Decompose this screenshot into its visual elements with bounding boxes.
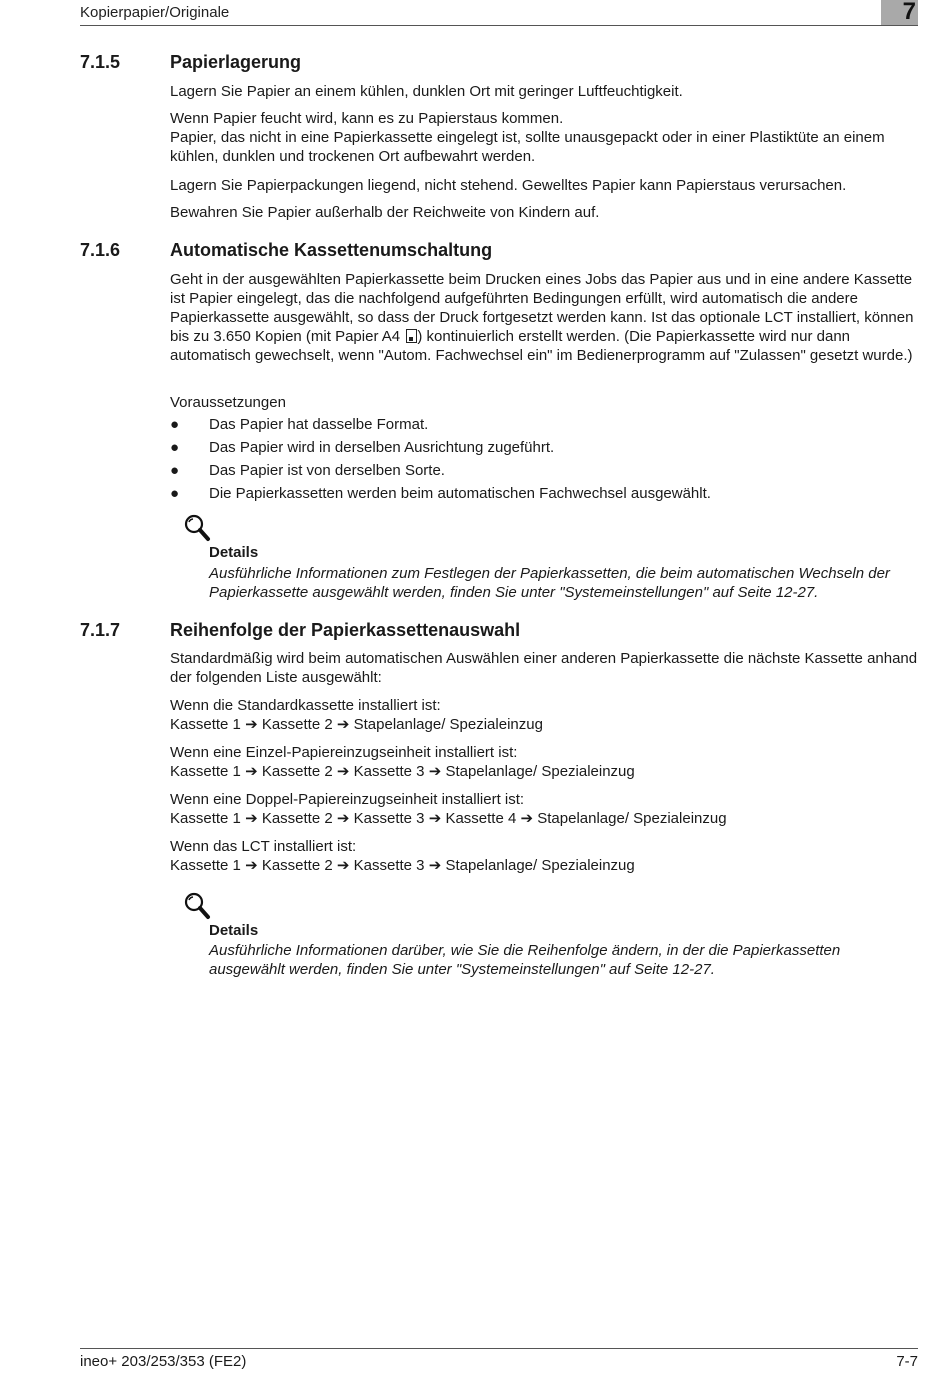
conditions-label xyxy=(170,393,918,412)
details-label: Details xyxy=(209,922,259,939)
arrow-right-icon: ➔ xyxy=(245,762,258,780)
page-number: 7-7 xyxy=(896,1353,918,1370)
arrow-right-icon: ➔ xyxy=(336,809,350,827)
list-item-text: Das Papier hat dasselbe Format. xyxy=(209,416,429,433)
bullet-icon: ● xyxy=(170,462,180,479)
chapter-number: 7 xyxy=(902,0,916,25)
sequence-step: Kassette 2 xyxy=(261,763,333,780)
arrow-right-icon: ➔ xyxy=(245,809,258,827)
sequence-line xyxy=(170,809,918,828)
sequence-step: Kassette 1 xyxy=(170,810,241,827)
sequence-step: Kassette 3 xyxy=(353,810,425,827)
sequence-step: Kassette 2 xyxy=(261,810,333,827)
footer-rule xyxy=(80,1348,918,1349)
sequence-condition: Wenn die Standardkassette installiert ist: xyxy=(170,697,441,714)
arrow-right-icon: ➔ xyxy=(245,856,258,874)
sequence-step: Stapelanlage/ Spezialeinzug xyxy=(445,763,635,780)
arrow-right-icon: ➔ xyxy=(428,762,442,780)
section-number: 7.1.5 xyxy=(80,52,121,72)
sequence-step: Stapelanlage/ Spezialeinzug xyxy=(445,857,635,874)
sequence-group xyxy=(170,837,918,875)
bullet-icon: ● xyxy=(170,416,180,433)
sequence-step: Kassette 1 xyxy=(170,857,241,874)
arrow-right-icon: ➔ xyxy=(336,856,350,874)
bullet-icon: ● xyxy=(170,439,180,456)
sequence-step: Kassette 2 xyxy=(261,857,333,874)
paper-portrait-icon xyxy=(406,329,417,343)
magnifier-icon xyxy=(183,891,211,921)
paragraph-text: Voraussetzungen xyxy=(170,394,286,411)
bullet-icon: ● xyxy=(170,485,180,502)
sequence-line xyxy=(170,762,918,781)
list-item-text: Die Papierkassetten werden beim automatischen Fachwechsel ausgewählt. xyxy=(209,485,711,502)
magnifier-icon xyxy=(183,513,211,543)
section-title: Papierlagerung xyxy=(170,52,302,72)
chapter-tab xyxy=(881,0,918,25)
intro-text: Geht in der ausgewählten Papierkassette beim Drucken eines Jobs das Papier aus und in eine andere Kassette ist Papier eingelegt, das die nachfolgend aufgeführten Bedingungen erfüllt, wird automatisch die andere Papierkassette ausgewählt, so dass der Druck fortgesetzt werden kann. Ist das optionale LCT installiert, können bis zu 3.650 Kopien (mit Papier A4 xyxy=(170,271,914,345)
paragraph-text: Lagern Sie Papierpackungen liegend, nicht stehend. Gewelltes Papier kann Papierstaus verursachen. xyxy=(170,177,847,194)
list-item-text: Das Papier wird in derselben Ausrichtung zugeführt. xyxy=(209,439,555,456)
section-title: Automatische Kassettenumschaltung xyxy=(170,240,493,260)
arrow-right-icon: ➔ xyxy=(245,715,258,733)
section-title: Reihenfolge der Papierkassettenauswahl xyxy=(170,620,521,640)
details-text: Ausführliche Informationen darüber, wie Sie die Reihenfolge ändern, in der die Papierkassetten ausgewählt werden, finden Sie unter "Systemeinstellungen" auf Seite 12-27. xyxy=(209,942,841,978)
sequence-step: Stapelanlage/ Spezialeinzug xyxy=(537,810,727,827)
paragraph xyxy=(170,176,918,195)
paragraph xyxy=(170,203,918,222)
sequence-condition: Wenn das LCT installiert ist: xyxy=(170,838,357,855)
paragraph xyxy=(170,270,918,365)
paragraph xyxy=(170,649,918,687)
paragraph xyxy=(170,82,918,101)
sequence-step: Kassette 1 xyxy=(170,716,241,733)
arrow-right-icon: ➔ xyxy=(428,809,442,827)
sequence-step: Kassette 4 xyxy=(445,810,517,827)
paragraph-text: Standardmäßig wird beim automatischen Auswählen einer anderen Papierkassette die nächste Kassette anhand der folgenden Liste ausgewählt: xyxy=(170,650,918,686)
running-title: Kopierpapier/Originale xyxy=(80,4,230,21)
paragraph-text: Papier, das nicht in eine Papierkassette eingelegt ist, sollte unausgepackt oder in einer Plastiktüte an einem kühlen, dunklen und trockenen Ort aufbewahrt werden. xyxy=(170,129,885,165)
sequence-group xyxy=(170,696,918,734)
details-text: Ausführliche Informationen zum Festlegen der Papierkassetten, die beim automatischen Wechseln der Papierkassette ausgewählt werden, finden Sie unter "Systemeinstellungen" auf Seite 12-27. xyxy=(209,565,890,601)
sequence-step: Stapelanlage/ Spezialeinzug xyxy=(353,716,543,733)
sequence-condition: Wenn eine Einzel-Papiereinzugseinheit installiert ist: xyxy=(170,744,518,761)
paragraph xyxy=(170,109,918,166)
section-number: 7.1.7 xyxy=(80,620,121,640)
paragraph-text: Bewahren Sie Papier außerhalb der Reichweite von Kindern auf. xyxy=(170,204,600,221)
sequence-line xyxy=(170,715,918,734)
arrow-right-icon: ➔ xyxy=(336,762,350,780)
details-label: Details xyxy=(209,544,259,561)
page-header xyxy=(0,0,950,26)
list-item-text: Das Papier ist von derselben Sorte. xyxy=(209,462,445,479)
sequence-step: Kassette 1 xyxy=(170,763,241,780)
sequence-line xyxy=(170,856,918,875)
intro-text: ) kontinuierlich erstellt werden. (Die Papierkassette wird nur dann automatisch gewechselt, wenn "Autom. Fachwechsel ein" im Bedienerprogramm auf "Zulassen" gesetzt wurde.) xyxy=(170,328,913,364)
arrow-right-icon: ➔ xyxy=(336,715,350,733)
header-rule xyxy=(80,25,918,26)
arrow-right-icon: ➔ xyxy=(520,809,534,827)
paragraph-text: Wenn Papier feucht wird, kann es zu Papierstaus kommen. xyxy=(170,110,564,127)
sequence-step: Kassette 2 xyxy=(261,716,333,733)
sequence-step: Kassette 3 xyxy=(353,763,425,780)
sequence-group xyxy=(170,743,918,781)
product-name: ineo+ 203/253/353 (FE2) xyxy=(80,1353,247,1370)
paragraph-text xyxy=(170,270,918,365)
arrow-right-icon: ➔ xyxy=(428,856,442,874)
section-number: 7.1.6 xyxy=(80,240,121,260)
sequence-step: Kassette 3 xyxy=(353,857,425,874)
sequence-condition: Wenn eine Doppel-Papiereinzugseinheit installiert ist: xyxy=(170,791,525,808)
paragraph-text: Lagern Sie Papier an einem kühlen, dunklen Ort mit geringer Luftfeuchtigkeit. xyxy=(170,83,683,100)
sequence-group xyxy=(170,790,918,828)
